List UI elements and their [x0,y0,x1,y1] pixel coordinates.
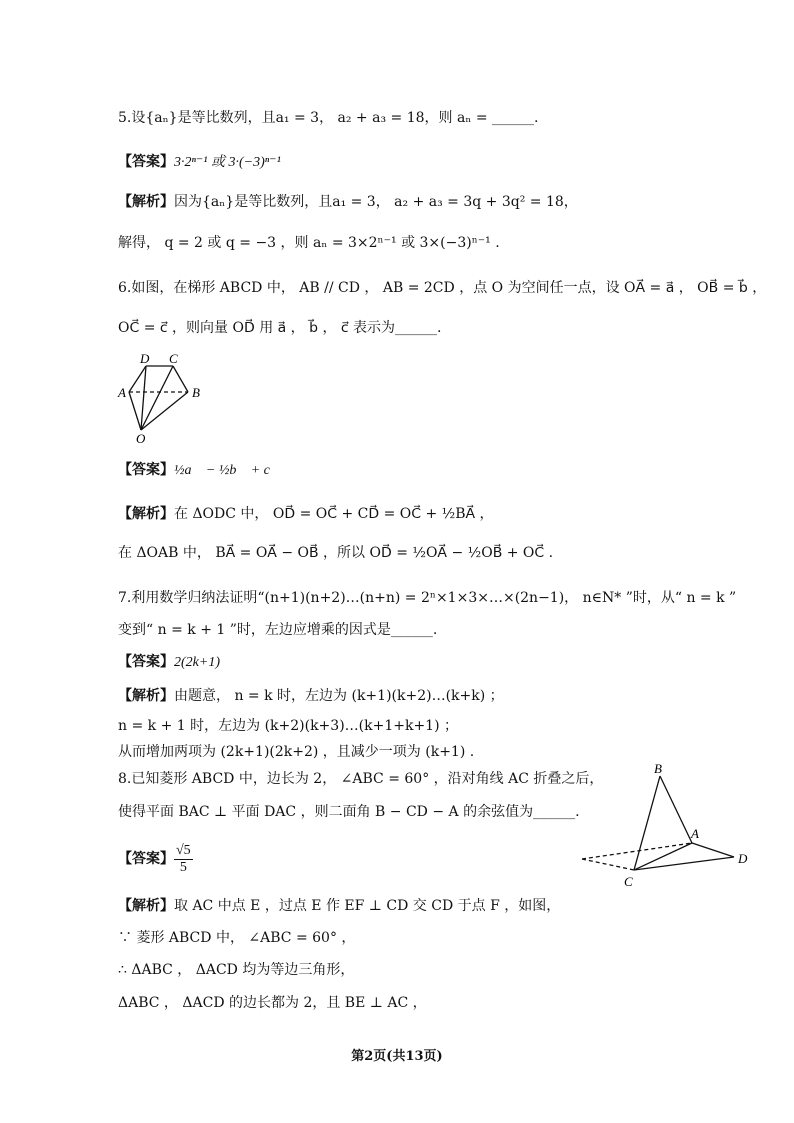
q8-figure [572,760,772,892]
edge-ob [141,392,188,430]
analysis-text: 因为{aₙ}是等比数列，且a₁ = 3， a₂ + a₃ = 3q + 3q² = 18， [174,194,578,210]
fraction-numerator: √5 [176,842,191,858]
q6-question-2: OC⃗ = c⃗ ，则向量 OD⃗ 用 a⃗ ， b⃗ ， c⃗ 表示为______. [118,320,442,336]
q7-answer [118,652,220,673]
analysis-text: 在 ΔODC 中， OD⃗ = OC⃗ + CD⃗ = OC⃗ + ½BA⃗ ， [174,506,494,522]
dashed-edge-1 [582,859,634,870]
q6-analysis-2: 在 ΔOAB 中， BA⃗ = OA⃗ − OB⃗ ，所以 OD⃗ = ½OA⃗ − ½OB⃗ + OC⃗ . [118,545,554,561]
answer-fraction [174,843,193,876]
q8-answer [118,842,193,876]
answer-label: 【答案】 [118,654,174,670]
analysis-label: 【解析】 [118,688,174,704]
label-a: A [691,826,699,841]
q5-answer [118,152,281,173]
q8-analysis-4: ΔABC ， ΔACD 的边长都为 2，且 BE ⊥ AC ， [118,995,427,1011]
edge-da [129,366,146,392]
page-footer: 第2页(共13页) [351,1049,443,1064]
q7-analysis-1 [118,686,504,706]
q8-analysis-2: ∵ 菱形 ABCD 中， ∠ABC = 60° ， [118,930,356,946]
fraction-denominator: 5 [179,859,187,875]
analysis-text: 由题意， n = k 时，左边为 (k+1)(k+2)…(k+k) ； [174,688,504,704]
answer-label: 【答案】 [118,462,174,478]
q5-analysis-1 [118,192,578,212]
edge-bc [634,776,660,870]
q5-analysis-2: 解得， q = 2 或 q = −3 ，则 aₙ = 3×2ⁿ⁻¹ 或 3×(−3)ⁿ⁻¹ . [118,235,500,251]
q8-question-2: 使得平面 BAC ⊥ 平面 DAC ，则二面角 B − CD − A 的余弦值为______. [118,804,580,820]
q6-analysis-1 [118,504,494,524]
edge-cb [173,366,188,392]
q5-question: 5.设{aₙ}是等比数列，且a₁ = 3， a₂ + a₃ = 18，则 aₙ = ______. [118,110,539,126]
q7-analysis-3: 从而增加两项为 (2k+1)(2k+2) ，且减少一项为 (k+1) . [118,744,475,760]
q8-question-1: 8.已知菱形 ABCD 中，边长为 2， ∠ABC = 60° ，沿对角线 AC 折叠之后， [118,771,604,787]
label-d: D [738,851,748,866]
q7-analysis-2: n = k + 1 时，左边为 (k+2)(k+3)…(k+1+k+1) ； [118,718,459,734]
label-b: B [192,385,200,400]
answer-label: 【答案】 [118,851,174,867]
edge-ba [660,776,692,843]
answer-value: 2(2k+1) [174,655,220,670]
analysis-label: 【解析】 [118,194,174,210]
q8-analysis-1 [118,896,560,916]
analysis-label: 【解析】 [118,898,174,914]
label-b: B [654,761,662,776]
q7-question-1: 7.利用数学归纳法证明“(n+1)(n+2)…(n+n) = 2ⁿ×1×3×…×(2n−1)， n∈N* ”时，从“ n = k ” [118,590,737,606]
answer-value: ½a⃗ − ½b⃗ + c⃗ [174,463,281,478]
edge-ad [692,843,734,857]
q6-question-1: 6.如图，在梯形 ABCD 中， AB // CD ， AB = 2CD ，点 O 为空间任一点，设 OA⃗ = a⃗ ， OB⃗ = b⃗ ， [118,280,767,296]
q7-question-2: 变到“ n = k + 1 ”时，左边应增乘的因式是______. [118,622,438,638]
q6-answer [118,460,281,481]
analysis-text: 取 AC 中点 E ，过点 E 作 EF ⊥ CD 交 CD 于点 F ，如图， [174,898,561,914]
label-c: C [624,874,633,889]
label-o: O [136,431,146,446]
label-c: C [169,351,178,366]
edge-oa [129,392,141,430]
label-d: D [140,351,150,366]
analysis-label: 【解析】 [118,506,174,522]
label-a: A [118,385,126,400]
q6-figure [116,350,216,446]
answer-label: 【答案】 [118,154,174,170]
answer-value: 3·2ⁿ⁻¹ 或 3·(−3)ⁿ⁻¹ [174,155,281,170]
q8-analysis-3: ∴ ΔABC ， ΔACD 均为等边三角形， [118,962,355,978]
